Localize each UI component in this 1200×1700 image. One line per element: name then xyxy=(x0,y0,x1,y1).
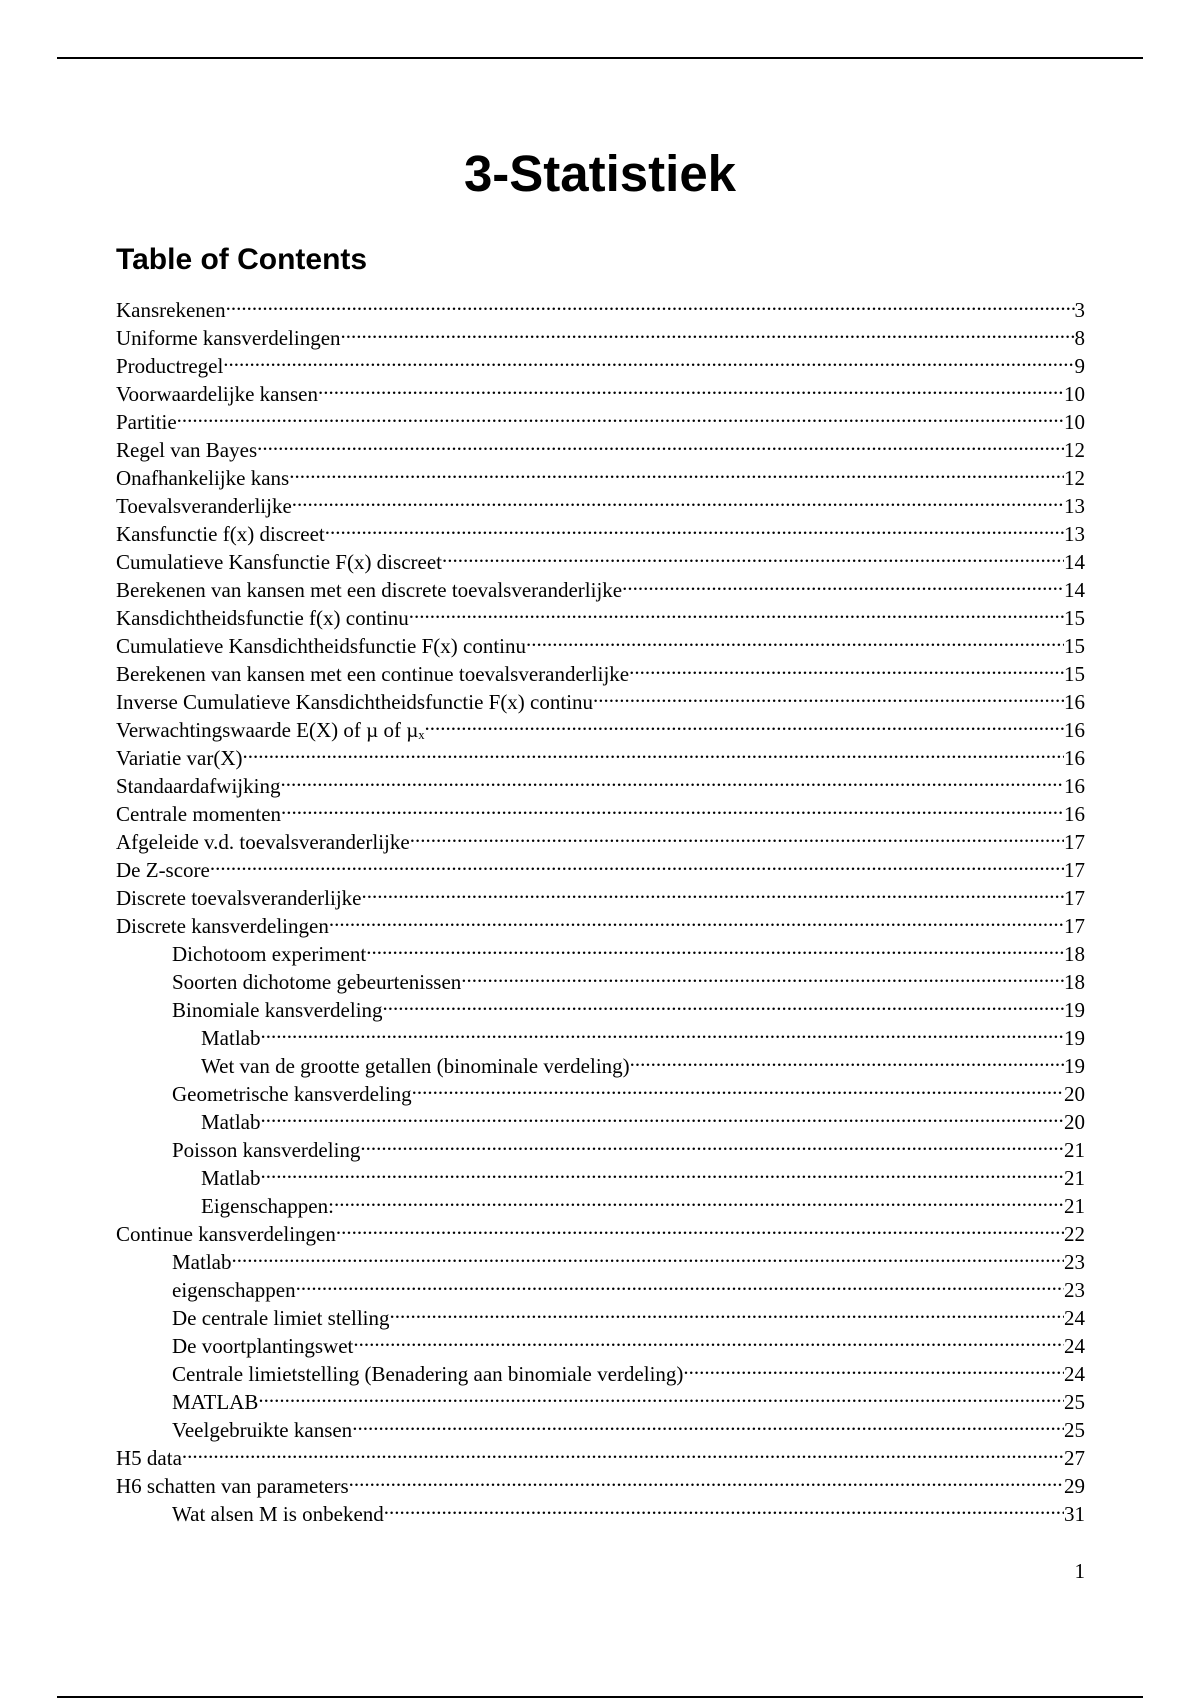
toc-entry-page: 19 xyxy=(1064,1026,1085,1050)
toc-entry-page: 13 xyxy=(1064,522,1085,546)
toc-dot-leader xyxy=(424,709,1064,737)
toc-dot-leader xyxy=(182,1437,1064,1465)
toc-entry[interactable] xyxy=(116,1129,1085,1162)
toc-entry-title: De centrale limiet stelling xyxy=(172,1306,390,1330)
toc-dot-leader xyxy=(352,1409,1064,1437)
toc-entry-page: 17 xyxy=(1064,830,1085,854)
toc-entry[interactable] xyxy=(116,737,1085,770)
toc-dot-leader xyxy=(260,1101,1064,1129)
toc-dot-leader xyxy=(325,513,1064,541)
toc-entry[interactable] xyxy=(116,1101,1085,1134)
toc-entry-title: Veelgebruikte kansen xyxy=(172,1418,353,1442)
toc-dot-leader xyxy=(366,933,1064,961)
toc-dot-leader xyxy=(630,1045,1064,1073)
toc-entry-title: Discrete kansverdelingen xyxy=(116,914,329,938)
toc-entry[interactable] xyxy=(116,429,1085,462)
toc-entry[interactable] xyxy=(116,317,1085,350)
toc-entry-page: 22 xyxy=(1064,1222,1085,1246)
toc-dot-leader xyxy=(260,1157,1064,1185)
toc-entry-page: 12 xyxy=(1064,466,1085,490)
toc-dot-leader xyxy=(526,625,1064,653)
toc-entry-title: Matlab xyxy=(201,1166,261,1190)
toc-entry-title: Toevalsveranderlijke xyxy=(116,494,292,518)
toc-entry-page: 25 xyxy=(1064,1390,1085,1414)
toc-entry-page: 25 xyxy=(1064,1418,1085,1442)
toc-entry-title: H6 schatten van parameters xyxy=(116,1474,349,1498)
toc-dot-leader xyxy=(296,1269,1064,1297)
toc-entry-title: Voorwaardelijke kansen xyxy=(116,382,318,406)
toc-dot-leader xyxy=(177,401,1064,429)
toc-dot-leader xyxy=(260,1017,1064,1045)
toc-entry-title: Geometrische kansverdeling xyxy=(172,1082,412,1106)
toc-dot-leader xyxy=(683,1353,1064,1381)
toc-entry-title: Berekenen van kansen met een discrete toevalsveranderlijke xyxy=(116,578,623,602)
toc-entry-title: H5 data xyxy=(116,1446,182,1470)
toc-entry[interactable] xyxy=(116,1381,1085,1414)
toc-entry-title: Uniforme kansverdelingen xyxy=(116,326,341,350)
toc-entry-page: 20 xyxy=(1064,1082,1085,1106)
toc-dot-leader xyxy=(341,317,1075,345)
toc-entry-page: 16 xyxy=(1064,746,1085,770)
toc-entry-page: 21 xyxy=(1064,1194,1085,1218)
toc-entry-title: Cumulatieve Kansfunctie F(x) discreet xyxy=(116,550,442,574)
toc-entry-page: 9 xyxy=(1074,354,1085,378)
toc-entry[interactable] xyxy=(116,1465,1085,1498)
toc-entry-page: 23 xyxy=(1064,1250,1085,1274)
toc-heading: Table of Contents xyxy=(116,243,368,276)
toc-entry[interactable] xyxy=(116,1045,1085,1078)
toc-entry-title: Variatie var(X) xyxy=(116,746,243,770)
toc-dot-leader xyxy=(281,793,1064,821)
toc-entry-page: 8 xyxy=(1074,326,1085,350)
toc-dot-leader xyxy=(361,877,1064,905)
toc-entry[interactable] xyxy=(116,1157,1085,1190)
toc-entry-page: 3 xyxy=(1074,298,1085,322)
toc-entry-page: 12 xyxy=(1064,438,1085,462)
toc-entry-title: Productregel xyxy=(116,354,224,378)
toc-entry[interactable] xyxy=(116,1409,1085,1442)
toc-entry-page: 17 xyxy=(1064,914,1085,938)
toc-entry-page: 24 xyxy=(1064,1306,1085,1330)
toc-dot-leader xyxy=(622,569,1064,597)
toc-entry-page: 15 xyxy=(1064,662,1085,686)
toc-entry-title: Kansfunctie f(x) discreet xyxy=(116,522,325,546)
toc-entry-page: 15 xyxy=(1064,606,1085,630)
toc-entry-title: Kansdichtheidsfunctie f(x) continu xyxy=(116,606,409,630)
toc-entry-page: 16 xyxy=(1064,802,1085,826)
toc-entry-page: 24 xyxy=(1064,1334,1085,1358)
toc-entry-title: Cumulatieve Kansdichtheidsfunctie F(x) continu xyxy=(116,634,526,658)
toc-dot-leader xyxy=(289,457,1064,485)
toc-dot-leader xyxy=(318,373,1064,401)
toc-dot-leader xyxy=(292,485,1064,513)
toc-entry-page: 13 xyxy=(1064,494,1085,518)
table-of-contents xyxy=(116,289,1085,1526)
toc-entry-title: Inverse Cumulatieve Kansdichtheidsfunctie F(x) continu xyxy=(116,690,594,714)
document-title: 3-Statistiek xyxy=(463,145,737,202)
toc-entry-page: 17 xyxy=(1064,886,1085,910)
toc-entry-title: Centrale limietstelling (Benadering aan binomiale verdeling) xyxy=(172,1362,684,1386)
toc-dot-leader xyxy=(349,1465,1064,1493)
toc-dot-leader xyxy=(223,345,1074,373)
toc-entry-title: Eigenschappen: xyxy=(201,1194,334,1218)
toc-dot-leader xyxy=(629,653,1064,681)
toc-entry-title: Discrete toevalsveranderlijke xyxy=(116,886,362,910)
toc-entry-page: 17 xyxy=(1064,858,1085,882)
header-rule xyxy=(57,57,1143,59)
toc-entry-title: Regel van Bayes xyxy=(116,438,258,462)
toc-entry-title: Binomiale kansverdeling xyxy=(172,998,383,1022)
toc-entry-title: Wet van de grootte getallen (binominale verdeling) xyxy=(201,1054,630,1078)
toc-entry-title: Kansrekenen xyxy=(116,298,226,322)
toc-entry-page: 19 xyxy=(1064,1054,1085,1078)
toc-entry-page: 14 xyxy=(1064,550,1085,574)
toc-dot-leader xyxy=(360,1129,1064,1157)
toc-entry[interactable] xyxy=(116,1437,1085,1470)
toc-dot-leader xyxy=(280,765,1064,793)
toc-entry-page: 31 xyxy=(1064,1502,1085,1526)
toc-dot-leader xyxy=(231,1241,1064,1269)
toc-dot-leader xyxy=(243,737,1064,765)
toc-dot-leader xyxy=(353,1325,1064,1353)
toc-entry[interactable] xyxy=(116,1185,1085,1218)
toc-dot-leader xyxy=(442,541,1064,569)
toc-entry-title: Matlab xyxy=(201,1026,261,1050)
toc-entry-title: Matlab xyxy=(172,1250,232,1274)
toc-dot-leader xyxy=(410,821,1064,849)
toc-entry-page: 16 xyxy=(1064,690,1085,714)
toc-entry-page: 18 xyxy=(1064,970,1085,994)
toc-dot-leader xyxy=(257,429,1064,457)
toc-dot-leader xyxy=(336,1213,1064,1241)
toc-entry[interactable] xyxy=(116,765,1085,798)
toc-entry-page: 27 xyxy=(1064,1446,1085,1470)
toc-entry[interactable] xyxy=(116,1241,1085,1274)
page-number: 1 xyxy=(1074,1559,1085,1583)
toc-entry-title: Afgeleide v.d. toevalsveranderlijke xyxy=(116,830,410,854)
toc-entry-page: 21 xyxy=(1064,1138,1085,1162)
toc-entry-page: 10 xyxy=(1064,382,1085,406)
toc-entry-title: Matlab xyxy=(201,1110,261,1134)
toc-entry-title: Poisson kansverdeling xyxy=(172,1138,361,1162)
footer-rule xyxy=(57,1696,1143,1698)
toc-dot-leader xyxy=(334,1185,1064,1213)
toc-dot-leader xyxy=(412,1073,1064,1101)
toc-entry-page: 19 xyxy=(1064,998,1085,1022)
toc-dot-leader xyxy=(593,681,1064,709)
toc-entry-title: MATLAB xyxy=(172,1390,259,1414)
toc-entry-title: De Z-score xyxy=(116,858,210,882)
toc-entry[interactable] xyxy=(116,877,1085,910)
toc-entry-page: 15 xyxy=(1064,634,1085,658)
toc-entry-page: 10 xyxy=(1064,410,1085,434)
toc-dot-leader xyxy=(384,1493,1064,1521)
toc-entry-page: 29 xyxy=(1064,1474,1085,1498)
toc-entry[interactable] xyxy=(116,1269,1085,1302)
toc-entry-title: Berekenen van kansen met een continue toevalsveranderlijke xyxy=(116,662,630,686)
toc-dot-leader xyxy=(409,597,1064,625)
toc-dot-leader xyxy=(383,989,1064,1017)
toc-dot-leader xyxy=(258,1381,1064,1409)
toc-entry-title: Soorten dichotome gebeurtenissen xyxy=(172,970,462,994)
toc-entry-page: 21 xyxy=(1064,1166,1085,1190)
toc-entry-page: 16 xyxy=(1064,774,1085,798)
toc-entry-page: 23 xyxy=(1064,1278,1085,1302)
toc-entry-title: Verwachtingswaarde E(X) of µ of µₓ xyxy=(116,718,425,742)
toc-entry-page: 20 xyxy=(1064,1110,1085,1134)
toc-entry[interactable] xyxy=(116,401,1085,434)
toc-entry-title: Wat alsen M is onbekend xyxy=(172,1502,384,1526)
toc-entry-title: Standaardafwijking xyxy=(116,774,281,798)
toc-entry-title: Continue kansverdelingen xyxy=(116,1222,336,1246)
toc-dot-leader xyxy=(461,961,1064,989)
toc-entry-page: 16 xyxy=(1064,718,1085,742)
toc-entry-page: 14 xyxy=(1064,578,1085,602)
toc-dot-leader xyxy=(210,849,1064,877)
toc-entry[interactable] xyxy=(116,289,1085,322)
toc-entry-page: 24 xyxy=(1064,1362,1085,1386)
toc-entry[interactable] xyxy=(116,345,1085,378)
toc-dot-leader xyxy=(390,1297,1064,1325)
toc-entry-page: 18 xyxy=(1064,942,1085,966)
toc-entry-title: eigenschappen xyxy=(172,1278,296,1302)
toc-entry-title: Dichotoom experiment xyxy=(172,942,367,966)
toc-entry[interactable] xyxy=(116,849,1085,882)
toc-dot-leader xyxy=(226,289,1075,317)
toc-dot-leader xyxy=(329,905,1064,933)
toc-entry[interactable] xyxy=(116,1017,1085,1050)
toc-entry-title: De voortplantingswet xyxy=(172,1334,354,1358)
toc-entry[interactable] xyxy=(116,373,1085,406)
toc-entry-title: Centrale momenten xyxy=(116,802,282,826)
toc-entry-title: Onafhankelijke kans xyxy=(116,466,290,490)
toc-entry[interactable] xyxy=(116,457,1085,490)
toc-entry-title: Partitie xyxy=(116,410,177,434)
